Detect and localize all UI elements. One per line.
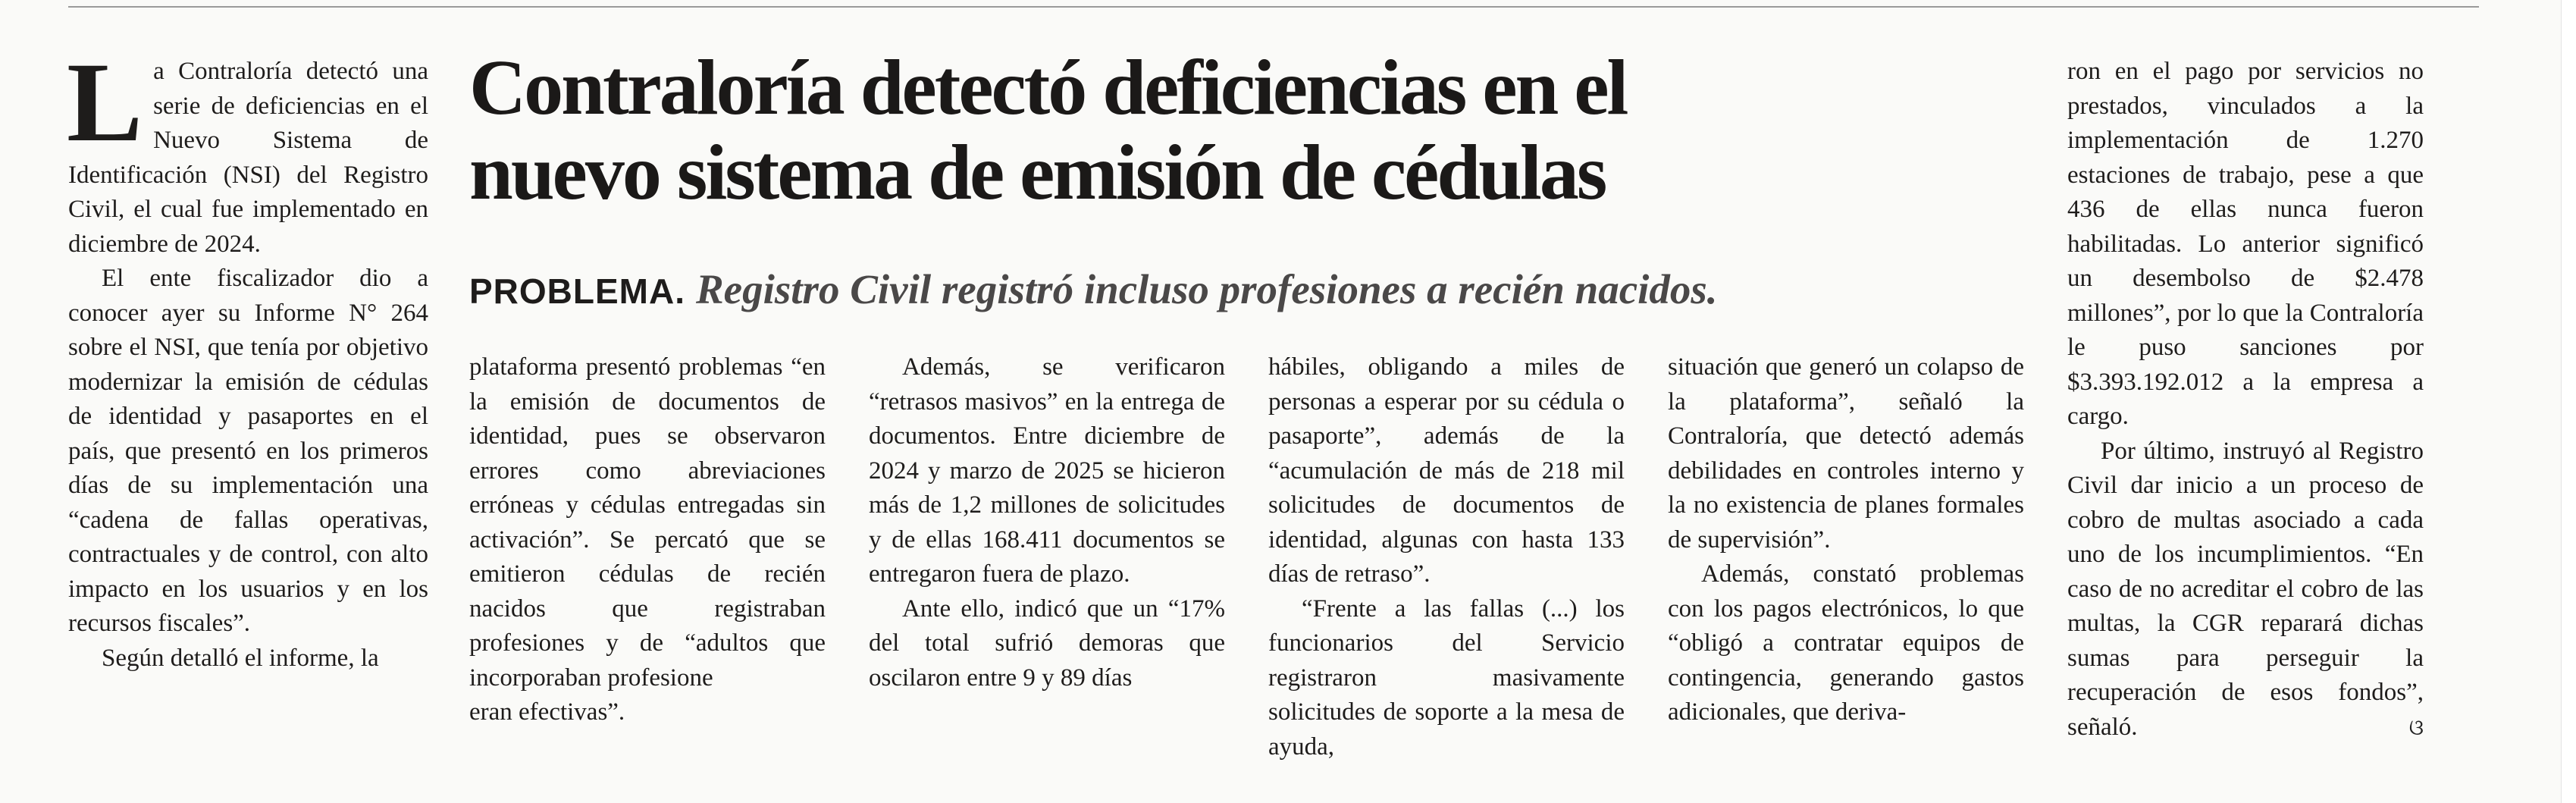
column-6-paragraph-1: ron en el pago por servicios no prestados, vinculados a la implementación de 1.270 estaciones de trabajo, pese a que 436 de ellas nunca fueron habilitadas. Lo anterior significó un desembolso de $2.478 millones”, por lo que la Contraloría le puso sanciones por $3.393.192.012 a la empresa a cargo. [2067, 58, 2424, 430]
page-edge [2561, 0, 2576, 803]
column-4-paragraph-1: hábiles, obligando a miles de personas a esperar por su cédula o pasaporte”, además de la “acumulación de más de 218 mil solicitudes de documentos de identidad, algunas con hasta 133 días de retraso”. [1268, 353, 1625, 588]
column-1-paragraph-1-text: a Contraloría detectó una serie de deficiencias en el Nuevo Sistema de Identificación (NSI) del Registro Civil, el cual fue implementado en diciembre de 2024. [68, 58, 428, 258]
column-3-paragraph-2: Ante ello, indicó que un “17% del total sufrió demoras que oscilaron entre 9 y 89 días [869, 594, 1225, 692]
top-rule [68, 6, 2479, 8]
headline [469, 45, 2046, 215]
article-column-3 [869, 350, 1225, 695]
column-1-paragraph-1 [67, 39, 428, 262]
article-column-1 [67, 39, 428, 676]
column-6-paragraph-2-text: Por último, instruyó al Registro Civil dar inicio a un proceso de cobro de multas asociado a cada uno de los incumplimientos. “En caso de no acreditar el cobro de las multas, la CGR reparará dichas sumas para perseguir la recuperación de esos fondos”, señaló. [2067, 437, 2424, 741]
column-1-paragraph-3: Según detalló el informe, la [102, 644, 379, 672]
column-2-paragraph-2: eran efectivas”. [469, 698, 625, 726]
drop-cap: L [67, 39, 143, 165]
subhead-deck: Registro Civil registró incluso profesiones a recién nacidos. [696, 266, 1718, 312]
column-1-paragraph-2: El ente fiscalizador dio a conocer ayer su Informe N° 264 sobre el NSI, que tenía por objetivo modernizar la emisión de cédulas de identidad y pasaportes en el país, que presentó en los primeros días de su implementación una “cadena de fallas operativas, contractuales y de control, con alto impacto en los usuarios y en los recursos fiscales”. [68, 265, 428, 637]
subhead [469, 263, 2046, 318]
subhead-kicker: PROBLEMA. [469, 271, 685, 311]
article-column-4 [1268, 350, 1625, 764]
headline-line-1: Contraloría detectó deficiencias en el [469, 44, 1627, 131]
headline-line-2: nuevo sistema de emisión de cédulas [469, 129, 1606, 216]
end-mark-icon: ଓ [2408, 714, 2424, 740]
column-3-paragraph-1: Además, se verificaron “retrasos masivos” en la entrega de documentos. Entre diciembre de 2024 y marzo de 2025 se hicieron más de 1,2 millones de solicitudes y de ellas 168.411 documentos se entregaron fuera de plazo. [869, 353, 1225, 588]
column-5-paragraph-1: situación que generó un colapso de la plataforma”, señaló la Contraloría, que detectó además debilidades en controles interno y la no existencia de planes formales de supervisión”. [1668, 353, 2024, 554]
article-column-6 [2067, 55, 2424, 745]
article-column-2 [469, 350, 826, 730]
column-4-paragraph-2: “Frente a las fallas (...) los funcionarios del Servicio registraron masivamente solicitudes de soporte a la mesa de ayuda, [1268, 594, 1625, 761]
column-6-paragraph-2 [2067, 434, 2424, 745]
article-column-5 [1668, 350, 2024, 730]
column-2-paragraph-1: plataforma presentó problemas “en la emisión de documentos de identidad, pues se observaron errores como abreviaciones erróneas y cédulas entregadas sin activación”. Se percató que se emitieron cédulas de recién nacidos que registraban profesiones y de “adultos que incorporaban profesione [469, 353, 826, 692]
column-5-paragraph-2: Además, constató problemas con los pagos electrónicos, lo que “obligó a contratar equipos de contingencia, generando gastos adicionales, que deriva- [1668, 560, 2024, 726]
